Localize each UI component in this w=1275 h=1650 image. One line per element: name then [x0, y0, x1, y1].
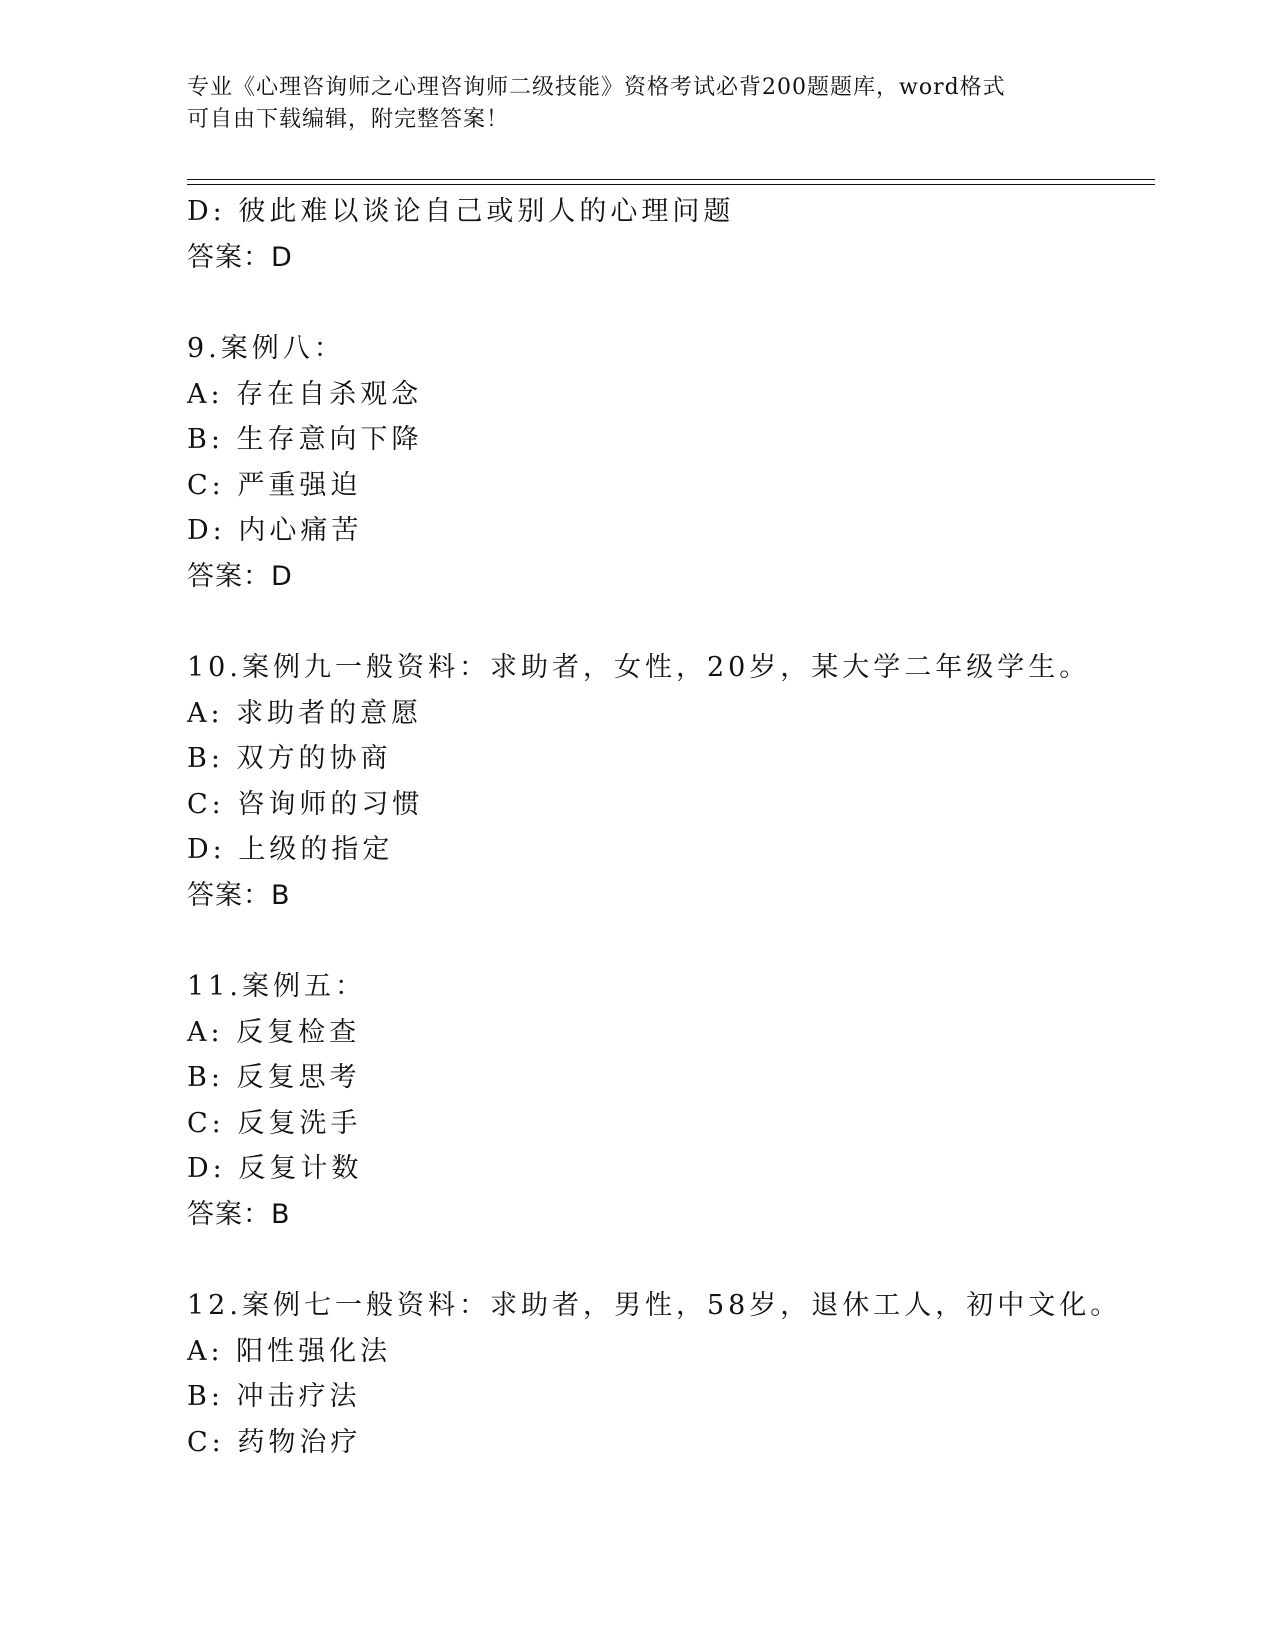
option-a: A: 反复检查 [187, 1016, 361, 1048]
page-header [187, 72, 1087, 136]
answer-line: 答案：B [187, 1198, 291, 1230]
option-b: B: 反复思考 [187, 1062, 361, 1093]
option-a: A: 求助者的意愿 [187, 697, 423, 729]
answer-line: 答案：D [187, 241, 293, 273]
spacer [187, 1237, 1147, 1283]
spacer [187, 599, 1147, 645]
option-d: D: 上级的指定 [187, 834, 394, 865]
spacer [187, 918, 1147, 964]
option-a: A: 存在自杀观念 [187, 378, 423, 410]
option-b: B: 冲击疗法 [187, 1381, 361, 1412]
header-line-1: 专业《心理咨询师之心理咨询师二级技能》资格考试必背200题题库，word格式 [187, 75, 1006, 100]
question-title: 11.案例五： [187, 971, 366, 1002]
question-title: 10.案例九一般资料：求助者，女性，20岁，某大学二年级学生。 [187, 652, 1091, 683]
option-c: C: 严重强迫 [187, 469, 362, 501]
option-b: B: 生存意向下降 [187, 424, 423, 455]
option-c: C: 药物治疗 [187, 1426, 362, 1458]
option-d: D: 内心痛苦 [187, 515, 363, 546]
question-title: 9.案例八： [187, 333, 345, 364]
option-c: C: 咨询师的习惯 [187, 788, 424, 820]
question-title: 12.案例七一般资料：求助者，男性，58岁，退休工人，初中文化。 [187, 1290, 1122, 1321]
option-c: C: 反复洗手 [187, 1107, 362, 1139]
answer-line: 答案：B [187, 879, 291, 911]
header-line-2: 可自由下载编辑，附完整答案！ [187, 107, 510, 132]
question-content [187, 189, 1147, 1465]
answer-line: 答案：D [187, 560, 293, 592]
option-a: A: 阳性强化法 [187, 1335, 392, 1367]
header-divider-bottom [187, 184, 1155, 185]
spacer [187, 280, 1147, 326]
option-d: D: 彼此难以谈论自己或别人的心理问题 [187, 196, 735, 227]
header-divider-top [187, 179, 1155, 180]
option-d: D: 反复计数 [187, 1153, 363, 1184]
option-b: B: 双方的协商 [187, 743, 392, 774]
